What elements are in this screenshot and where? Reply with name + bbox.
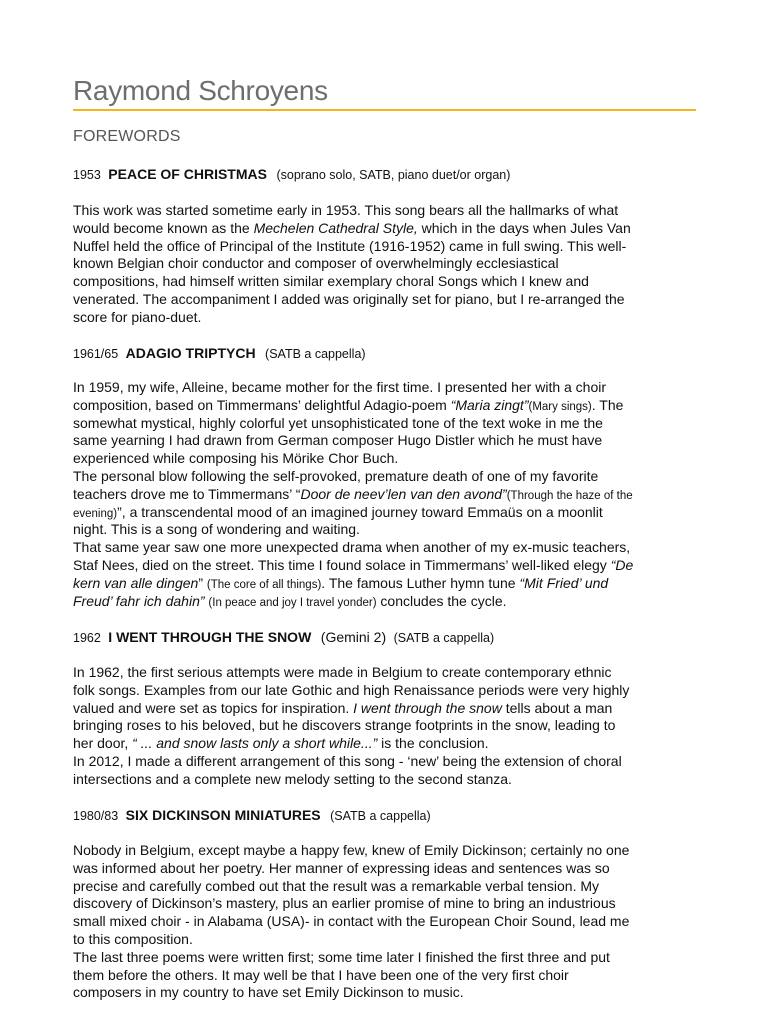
work-description-1953	[73, 202, 697, 327]
work-subtitle: (Gemini 2)	[320, 629, 387, 645]
text-line: venerated. The accompaniment I added was originally set for piano, but I re-arranged the	[73, 290, 625, 307]
text-line: was informed about her poetry. Her manner of expressing ideas and sentences was so	[73, 859, 610, 876]
text-line: discovery of Dickinson’s mastery, plus an earlier promise of mine to bring an industrious	[73, 895, 616, 912]
text-line: composers in my country to have set Emily Dickinson to music.	[73, 984, 464, 1001]
text-line: bringing roses to his beloved, but he discovers strange footprints in the snow, leading to	[73, 717, 616, 734]
text-line: compositions, had himself written similar exemplary choral Songs which I knew and	[73, 273, 589, 290]
work-scoring: (soprano solo, SATB, piano duet/or organ)	[276, 168, 511, 182]
text-line: her door, “ ... and snow lasts only a short while...” is the conclusion.	[73, 735, 489, 752]
text-line: score for piano-duet.	[73, 308, 202, 325]
text-line: kern van alle dingen” (The core of all things). The famous Luther hymn tune “Mit Fried’ und	[73, 574, 609, 591]
work-heading-1980	[73, 807, 431, 823]
author-name: Raymond Schroyens	[73, 75, 328, 106]
work-title: I WENT THROUGH THE SNOW	[108, 629, 312, 645]
work-title: ADAGIO TRIPTYCH	[125, 345, 256, 361]
work-scoring: (SATB a cappella)	[330, 809, 431, 823]
text-line: In 1959, my wife, Alleine, became mother for the first time. I presented her with a choir	[73, 379, 607, 395]
work-description-1980	[73, 842, 697, 1002]
text-line: evening)”, a transcendental mood of an imagined journey toward Emmaüs on a moonlit	[73, 503, 603, 520]
text-line: small mixed choir - in Alabama (USA)- in contact with the European Choir Sound, lead me	[73, 913, 630, 930]
text-line: In 2012, I made a different arrangement of this song - ‘new’ being the extension of choral	[73, 752, 622, 769]
work-heading-1962	[73, 629, 494, 645]
work-title: SIX DICKINSON MINIATURES	[125, 807, 321, 823]
text-line: them before the others. It may well be that I have been one of the very first choir	[73, 966, 569, 983]
text-line: This work was started sometime early in 1953. This song bears all the hallmarks of what	[73, 202, 619, 218]
work-scoring: (SATB a cappella)	[393, 631, 495, 645]
text-line: valued and were set as topics for inspiration. I went through the snow tells about a man	[73, 699, 613, 716]
text-line: composition, based on Timmermans’ delightful Adagio-poem “Maria zingt”(Mary sings). The	[73, 396, 624, 413]
work-description-1961	[73, 379, 697, 610]
text-line: In 1962, the first serious attempts were made in Belgium to create contemporary ethnic	[73, 664, 612, 680]
work-scoring: (SATB a cappella)	[265, 347, 366, 361]
text-line: The last three poems were written first; some time later I finished the first three and put	[73, 948, 610, 965]
text-line: folk songs. Examples from our late Gothic and high Renaissance periods were very highly	[73, 681, 630, 698]
text-line: intersections and a complete new melody setting to the second stanza.	[73, 770, 512, 787]
text-line: night. This is a song of wondering and waiting.	[73, 521, 360, 538]
work-year: 1953	[73, 168, 101, 182]
text-line: The personal blow following the self-provoked, premature death of one of my favorite	[73, 467, 599, 484]
text-line: same yearning I had drawn from German composer Hugo Distler which he must have	[73, 432, 603, 449]
work-year: 1961/65	[73, 347, 119, 361]
text-line: somewhat mystical, highly colorful yet unsophisticated tone of the text woke in me the	[73, 414, 603, 431]
text-line: known Belgian choir conductor and composer of overwhelmingly ecclesiastical	[73, 255, 559, 272]
work-heading-1961	[73, 345, 366, 361]
section-title: FOREWORDS	[73, 128, 181, 145]
text-line: Freud’ fahr ich dahin” (In peace and joy I travel yonder) concludes the cycle.	[73, 592, 507, 609]
work-heading-1953	[73, 166, 510, 182]
title-underline	[73, 109, 696, 111]
text-line: to this composition.	[73, 930, 193, 947]
text-line: Nobody in Belgium, except maybe a happy few, knew of Emily Dickinson; certainly no one	[73, 842, 630, 858]
text-line: Staf Nees, died on the street. This time I found solace in Timmermans’ well-liked elegy “De	[73, 556, 634, 573]
work-year: 1962	[73, 631, 101, 645]
text-line: would become known as the Mechelen Cathedral Style, which in the days when Jules Van	[73, 219, 631, 236]
text-line: precise and carefully combed out that the result was a remarkable verbal tension. My	[73, 877, 600, 894]
text-line: That same year saw one more unexpected drama when another of my ex-music teachers,	[73, 539, 631, 556]
work-title: PEACE OF CHRISTMAS	[108, 166, 267, 182]
text-line: teachers drove me to Timmermans’ “Door de neev’len van den avond”(Through the haze of the	[73, 485, 633, 502]
text-line: experienced while composing his Mörike Chor Buch.	[73, 450, 399, 467]
work-description-1962	[73, 664, 697, 789]
text-line: Nuffel held the office of Principal of the Institute (1916-1952) came in full swing. This well-	[73, 237, 627, 254]
work-year: 1980/83	[73, 809, 119, 823]
